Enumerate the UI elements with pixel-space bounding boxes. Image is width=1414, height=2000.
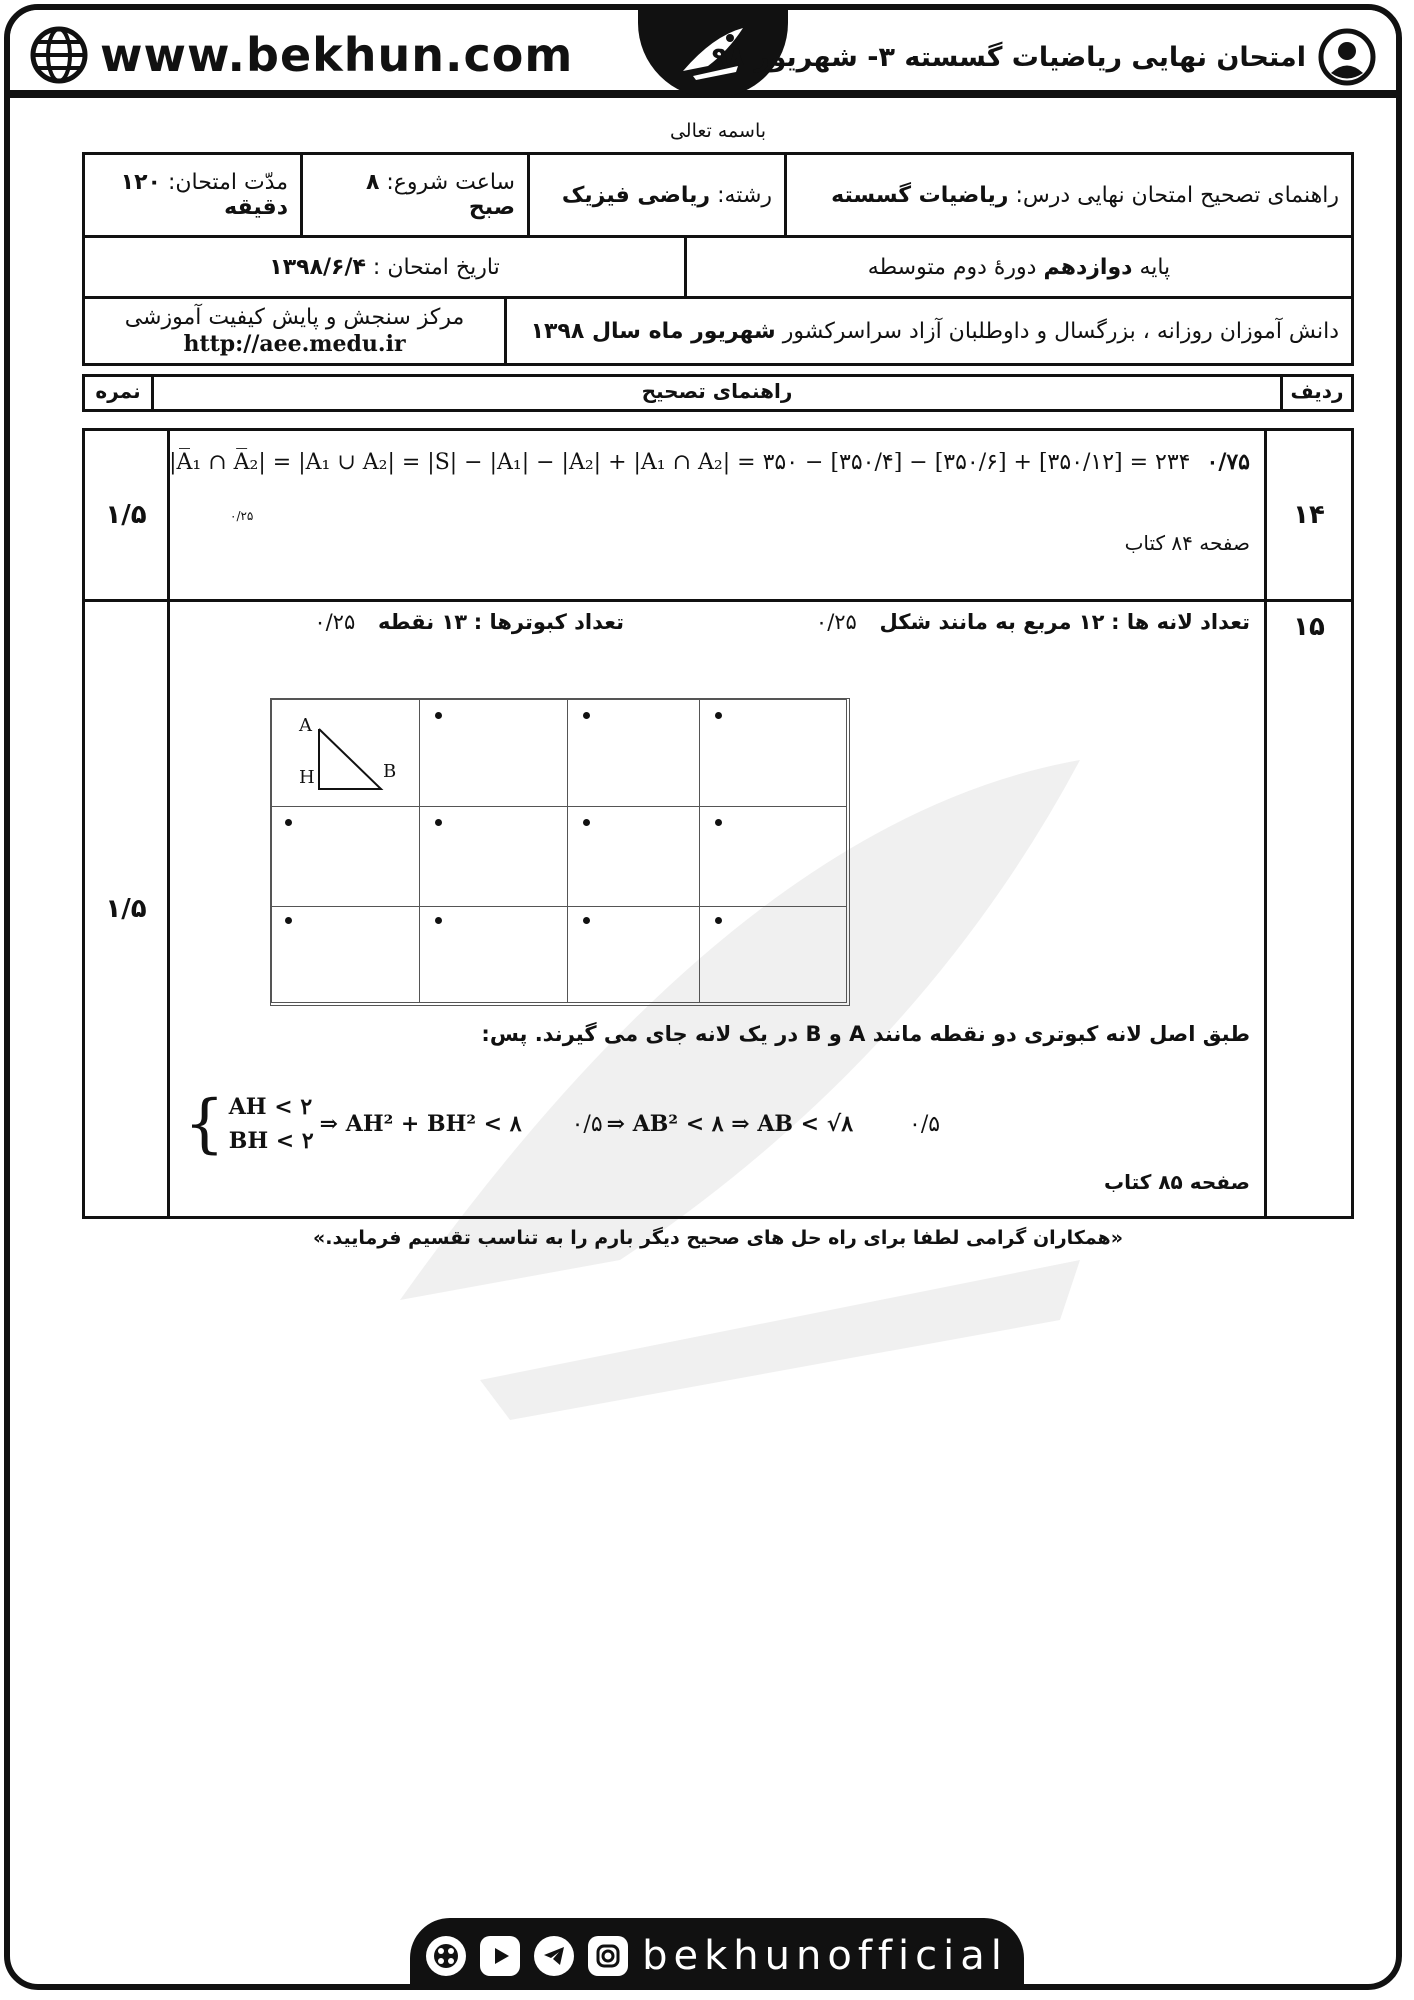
telegram-icon[interactable] xyxy=(534,1936,574,1976)
page-frame xyxy=(4,4,1402,1990)
q15-answer xyxy=(169,601,1266,1218)
answers-body-table xyxy=(82,428,1354,1219)
aparat-icon[interactable] xyxy=(426,1936,466,1976)
q15-reference: صفحه ۸۵ کتاب xyxy=(1103,1170,1250,1194)
q15-inequalities: { AH < ۲ BH < ۲ ⇒ AH² + BH² < ۸ ۰/۵ ⇒ AB² < ۸ ⇒ AB < √۸ ۰/۵ xyxy=(184,1087,941,1161)
exam-info-table-3 xyxy=(82,296,1354,366)
pigeon-dot xyxy=(285,819,292,826)
pigeon-dot xyxy=(285,917,292,924)
q15-pigeons: تعداد کبوترها : ۱۳ نقطه ۰/۲۵ xyxy=(314,610,624,634)
instagram-icon[interactable] xyxy=(588,1936,628,1976)
center-url[interactable]: http://aee.medu.ir xyxy=(183,331,406,357)
q14-number: ۱۴ xyxy=(1266,430,1353,601)
pigeon-dot xyxy=(583,712,590,719)
user-icon xyxy=(1318,28,1376,86)
bismillah: باسمه تعالی xyxy=(669,120,767,142)
tri-label-h: H xyxy=(299,767,315,788)
social-handle[interactable]: bekhunofficial xyxy=(642,1933,1008,1979)
pigeon-dot xyxy=(435,819,442,826)
q14-reference: صفحه ۸۴ کتاب xyxy=(1124,531,1250,555)
q15-nests: تعداد لانه ها : ۱۲ مربع به مانند شکل ۰/۲۵ xyxy=(815,610,1250,634)
q14-point: ۰/۷۵ xyxy=(1206,449,1250,475)
exam-info-table-2 xyxy=(82,235,1354,299)
course-cell: راهنمای تصحیح امتحان نهایی درس: ریاضیات گسسته xyxy=(786,154,1353,237)
row-header: ردیف xyxy=(1282,376,1353,411)
pigeon-dot xyxy=(435,917,442,924)
q15-principle: طبق اصل لانه کبوتری دو نقطه مانند A و B در یک لانه جای می گیرند. پس: xyxy=(481,1022,1250,1046)
q15-number: ۱۵ xyxy=(1266,601,1353,1218)
center-cell: مرکز سنجش و پایش کیفیت آموزشی http://aee.medu.ir xyxy=(84,298,506,365)
grade-cell: پایه دوازدهم دورهٔ دوم متوسطه xyxy=(686,237,1353,298)
duration-cell: مدّت امتحان: ۱۲۰ دقیقه xyxy=(84,154,302,237)
answers-header-row xyxy=(84,376,1353,411)
globe-icon xyxy=(30,26,88,84)
answers-table xyxy=(82,374,1354,412)
q15-score: ۱/۵ xyxy=(84,601,169,1218)
question-14-row xyxy=(84,430,1353,601)
social-bar[interactable] xyxy=(410,1918,1024,1990)
exam-info-table xyxy=(82,152,1354,238)
pigeon-dot xyxy=(715,917,722,924)
date-cell: تاریخ امتحان : ۱۳۹۸/۶/۴ xyxy=(84,237,686,298)
field-cell: رشته: ریاضی فیزیک xyxy=(529,154,786,237)
q14-answer xyxy=(169,430,1266,601)
pigeon-dot xyxy=(715,712,722,719)
grading-note: «همکاران گرامی لطفا برای راه حل های صحیح دیگر بارم را به تناسب تقسیم فرمایید.» xyxy=(312,1227,1123,1249)
tri-label-a: A xyxy=(299,715,312,736)
q14-point-small: ۰/۲۵ xyxy=(230,509,254,523)
youtube-icon[interactable] xyxy=(480,1936,520,1976)
start-time-cell: ساعت شروع: ۸ صبح xyxy=(302,154,529,237)
pigeon-dot xyxy=(715,819,722,826)
pigeon-dot xyxy=(583,917,590,924)
nest-grid xyxy=(270,698,850,1006)
score-header: نمره xyxy=(84,376,153,411)
question-15-row xyxy=(84,601,1353,1218)
students-cell: دانش آموزان روزانه ، بزرگسال و داوطلبان آزاد سراسرکشور شهریور ماه سال ۱۳۹۸ xyxy=(506,298,1353,365)
pigeon-dot xyxy=(583,819,590,826)
exam-header-title: امتحان نهایی ریاضیات گسسته ۳- شهریور ۹۸ xyxy=(712,28,1376,86)
guide-header: راهنمای تصحیح xyxy=(153,376,1282,411)
site-link[interactable] xyxy=(30,26,573,84)
tri-label-b: B xyxy=(383,761,397,782)
site-url: www.bekhun.com xyxy=(100,28,574,82)
top-bar xyxy=(10,10,1396,98)
pigeon-dot xyxy=(435,712,442,719)
exam-document xyxy=(82,120,1354,1249)
q14-formula: |A̅₁ ∩ A̅₂| = |A₁ ∪ A₂| = |S| − |A₁| − |A₂| + |A₁ ∩ A₂| = ۳۵۰ − [۳۵۰/۴] − [۳۵۰/۶] + [۳۵۰/۱۲] = ۲۳۴ xyxy=(169,449,1191,475)
q14-score: ۱/۵ xyxy=(84,430,169,601)
